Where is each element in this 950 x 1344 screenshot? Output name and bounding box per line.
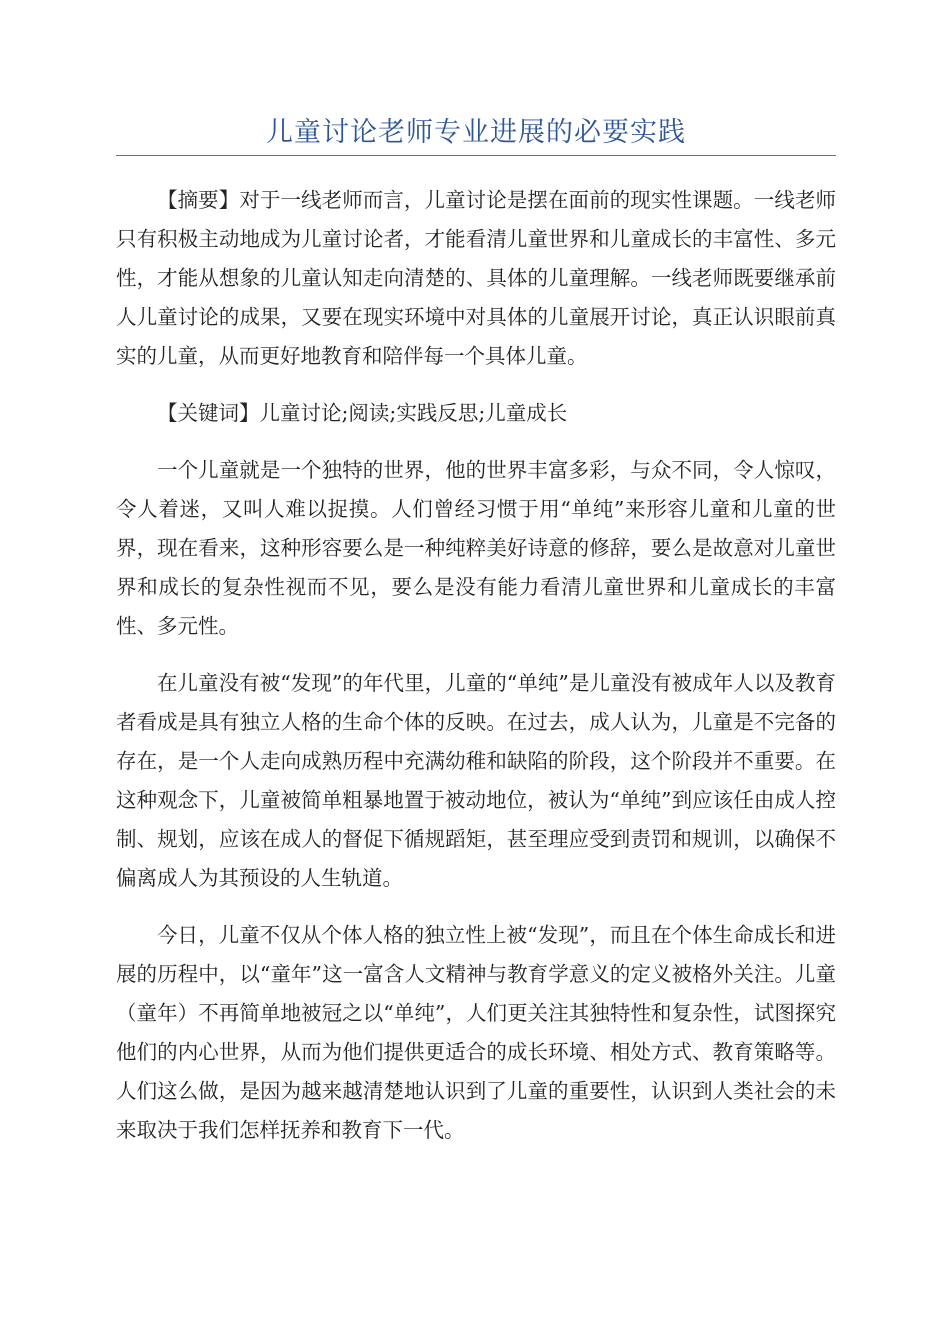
- keywords-paragraph: [116, 394, 836, 433]
- keywords-label: 【关键词】: [157, 401, 260, 425]
- document-page: [116, 0, 836, 1150]
- abstract-text: 对于一线老师而言，儿童讨论是摆在面前的现实性课题。一线老师只有积极主动地成为儿童讨论者，才能看清儿童世界和儿童成长的丰富性、多元性，才能从想象的儿童认知走向清楚的、具体的儿童理解。一线老师既要继承前人儿童讨论的成果，又要在现实环境中对具体的儿童展开讨论，真正认识眼前真实的儿童，从而更好地教育和陪伴每一个具体儿童。: [116, 188, 836, 368]
- abstract-label: 【摘要】: [157, 188, 240, 212]
- body-paragraph: 在儿童没有被“发现”的年代里，儿童的“单纯”是儿童没有被成年人以及教育者看成是具有独立人格的生命个体的反映。在过去，成人认为，儿童是不完备的存在，是一个人走向成熟历程中充满幼稚和缺陷的阶段，这个阶段并不重要。在这种观念下，儿童被简单粗暴地置于被动地位，被认为“单纯”到应该任由成人控制、规划，应该在成人的督促下循规蹈矩，甚至理应受到责罚和规训，以确保不偏离成人为其预设的人生轨道。: [116, 671, 836, 890]
- body-paragraph: 今日，儿童不仅从个体人格的独立性上被“发现”，而且在个体生命成长和进展的历程中，以“童年”这一富含人文精神与教育学意义的定义被格外关注。儿童（童年）不再简单地被冠之以“单纯”，人们更关注其独特性和复杂性，试图探究他们的内心世界，从而为他们提供更适合的成长环境、相处方式、教育策略等。人们这么做，是因为越来越清楚地认识到了儿童的重要性，认识到人类社会的未来取决于我们怎样抚养和教育下一代。: [116, 923, 836, 1142]
- abstract-paragraph: [116, 181, 836, 376]
- body-paragraph: 一个儿童就是一个独特的世界，他的世界丰富多彩，与众不同，令人惊叹，令人着迷，又叫人难以捉摸。人们曾经习惯于用“单纯”来形容儿童和儿童的世界，现在看来，这种形容要么是一种纯粹美好诗意的修辞，要么是故意对儿童世界和成长的复杂性视而不见，要么是没有能力看清儿童世界和儿童成长的丰富性、多元性。: [116, 458, 836, 638]
- keywords-text: 儿童讨论;阅读;实践反思;儿童成长: [259, 401, 568, 425]
- document-title: 儿童讨论老师专业进展的必要实践: [266, 117, 686, 148]
- title-underline: [116, 155, 836, 156]
